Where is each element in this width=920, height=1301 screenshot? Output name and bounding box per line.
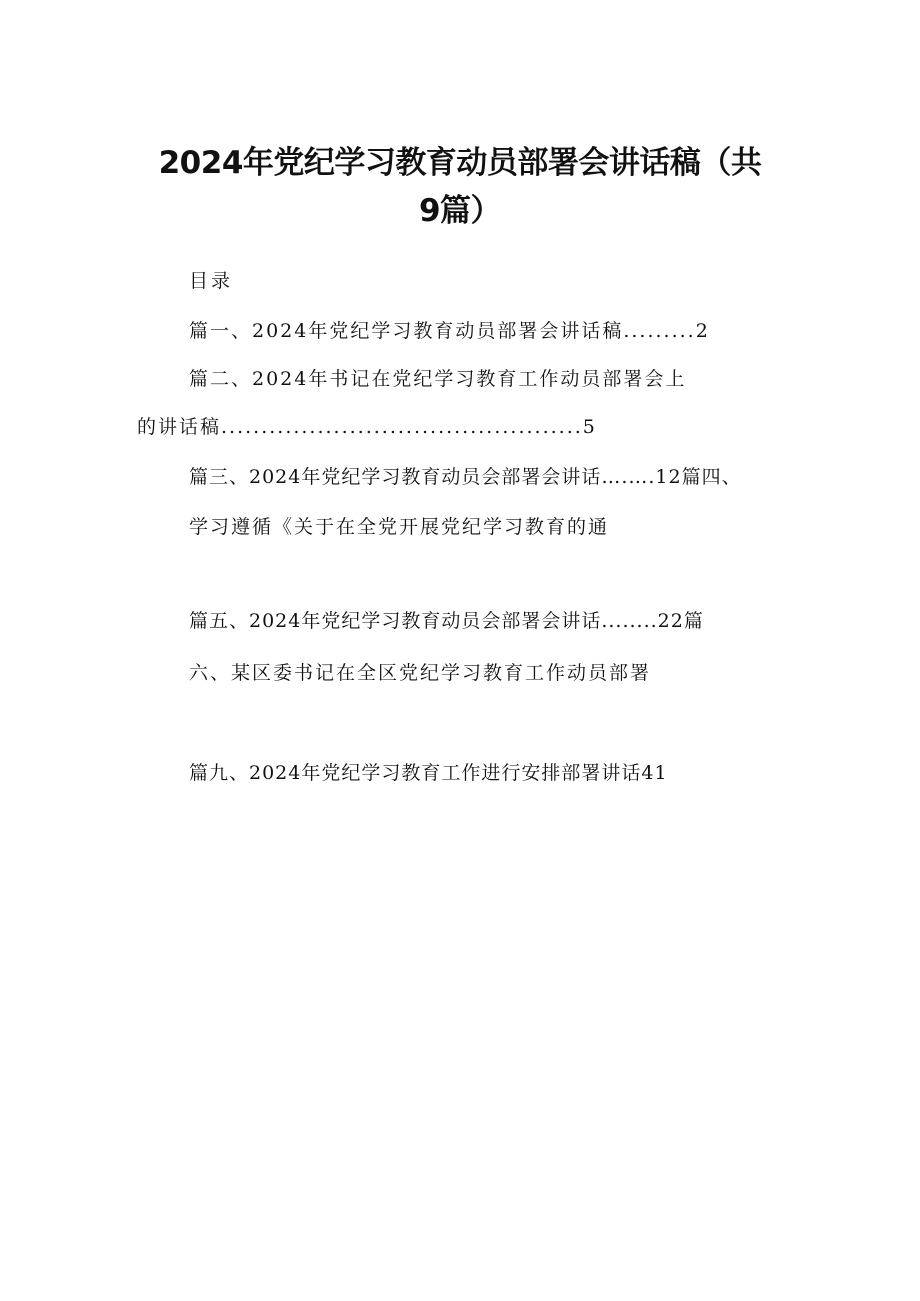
toc-entry-9: 篇九、2024年党纪学习教育工作进行安排部署讲话41 [189,762,668,784]
toc-entry-5: 篇五、2024年党纪学习教育动员会部署会讲话........22篇 [189,610,704,632]
document-title-line-1: 2024年党纪学习教育动员部署会讲话稿（共 [158,145,762,181]
toc-entry-4: 学习遵循《关于在全党开展党纪学习教育的通 [189,516,610,538]
toc-entry-2-line-1: 篇二、2024年书记在党纪学习教育工作动员部署会上 [189,368,687,390]
toc-entry-3: 篇三、2024年党纪学习教育动员会部署会讲话….….12篇四、 [189,466,742,488]
toc-entry-2-line-2: 的讲话稿.............................................5 [137,416,597,438]
toc-heading: 目录 [189,270,234,292]
toc-entry-6: 六、某区委书记在全区党纪学习教育工作动员部署 [189,662,652,684]
document-title-line-2: 9篇） [418,193,502,229]
toc-entry-1: 篇一、2024年党纪学习教育动员部署会讲话稿.........2 [189,320,710,342]
